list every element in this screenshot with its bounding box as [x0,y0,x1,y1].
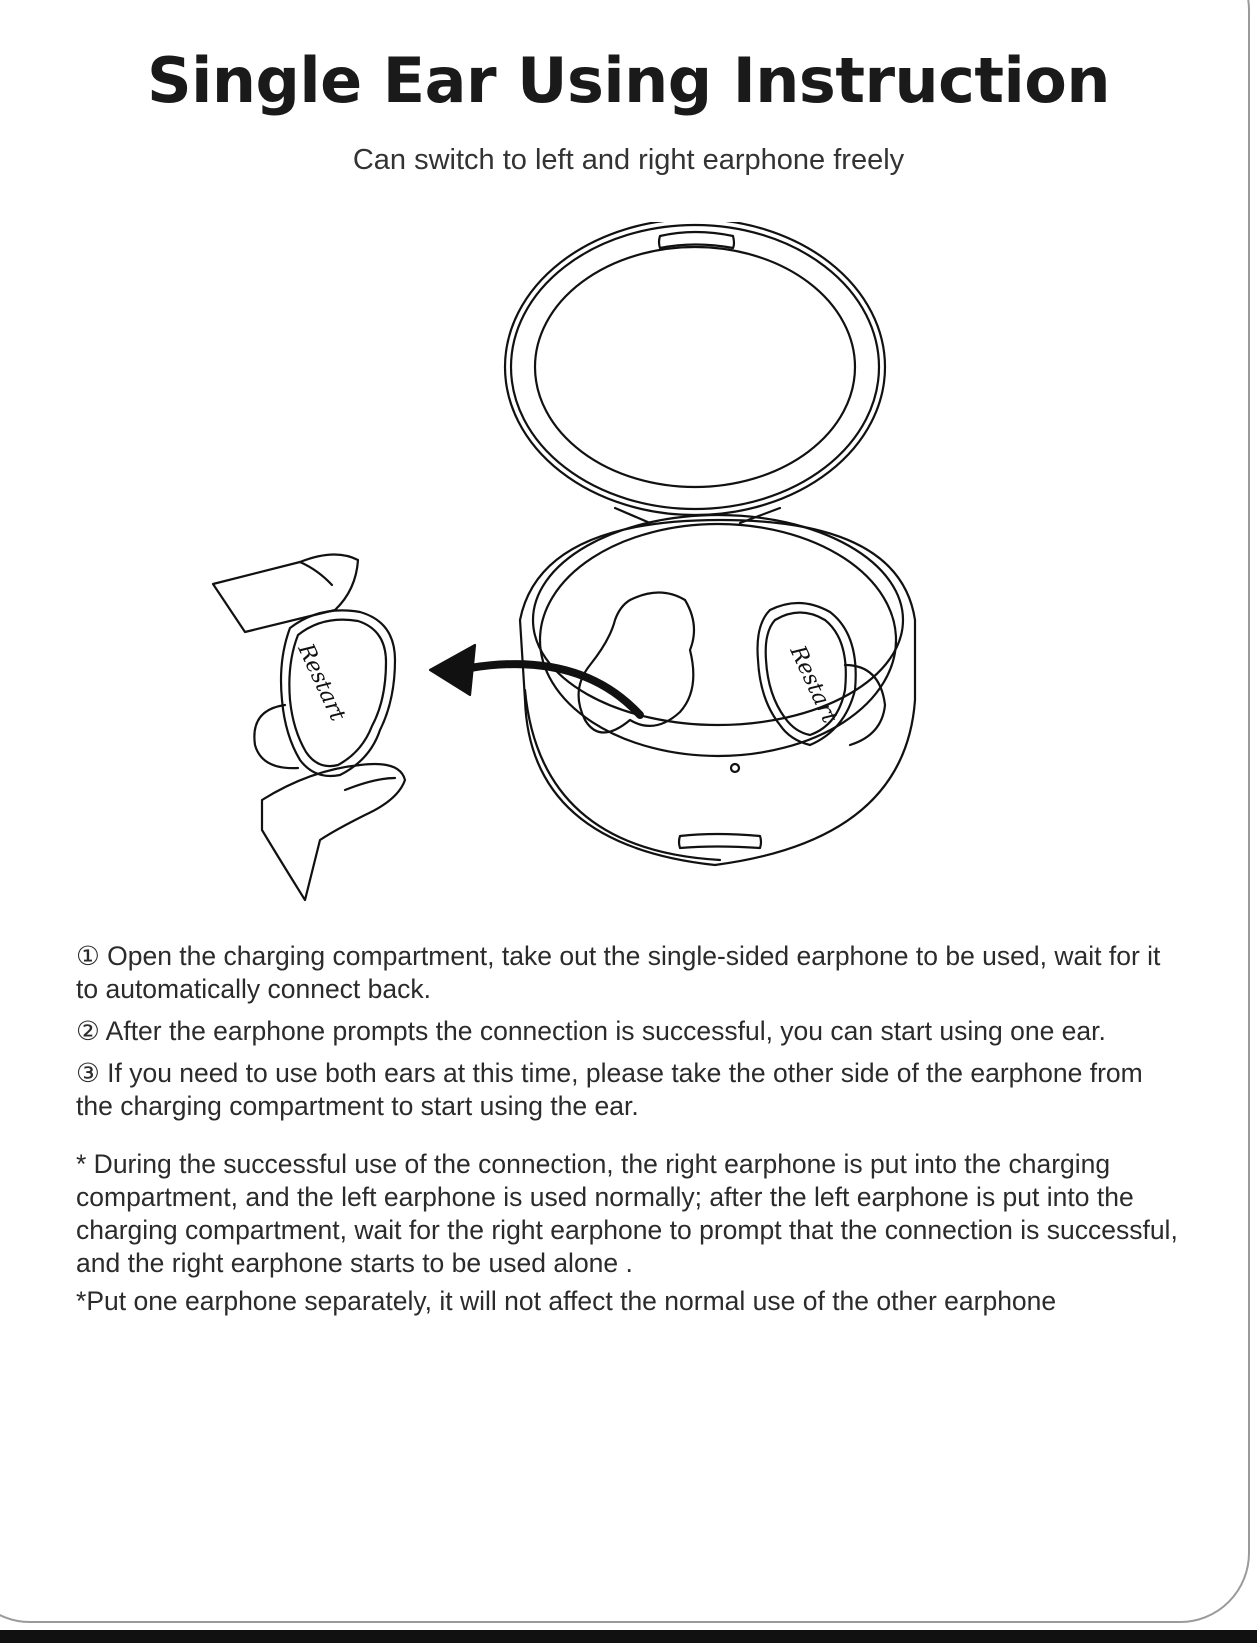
page-title: Single Ear Using Instruction [146,44,1111,117]
instruction-notes [76,1148,1186,1323]
case-earphone-brand: Restart [784,641,842,728]
held-earphone-brand: Restart [292,639,350,726]
step-3: ③ If you need to use both ears at this time, please take the other side of the earphone from the charging compartment to start using the ear. [76,1058,1143,1121]
instruction-steps [76,940,1186,1132]
single-ear-illustration [200,222,960,912]
note-2: *Put one earphone separately, it will not affect the normal use of the other earphone [76,1286,1057,1316]
page-subtitle: Can switch to left and right earphone freely [352,144,905,176]
step-1: ① Open the charging compartment, take out the single-sided earphone to be used, wait for it to automatically connect back. [76,941,1161,1004]
note-1: * During the successful use of the connection, the right earphone is put into the charging compartment, and the left earphone is used normally; after the left earphone is put into the charging compartment, wait for the right earphone to prompt that the connection is successful, and the right earphone starts to be used alone . [76,1149,1178,1278]
bottom-edge [0,1630,1257,1643]
hand-icon [213,554,405,900]
earphone-icon [254,610,395,776]
charging-case-icon [505,222,915,865]
step-2: ② After the earphone prompts the connection is successful, you can start using one ear. [76,1016,1106,1046]
